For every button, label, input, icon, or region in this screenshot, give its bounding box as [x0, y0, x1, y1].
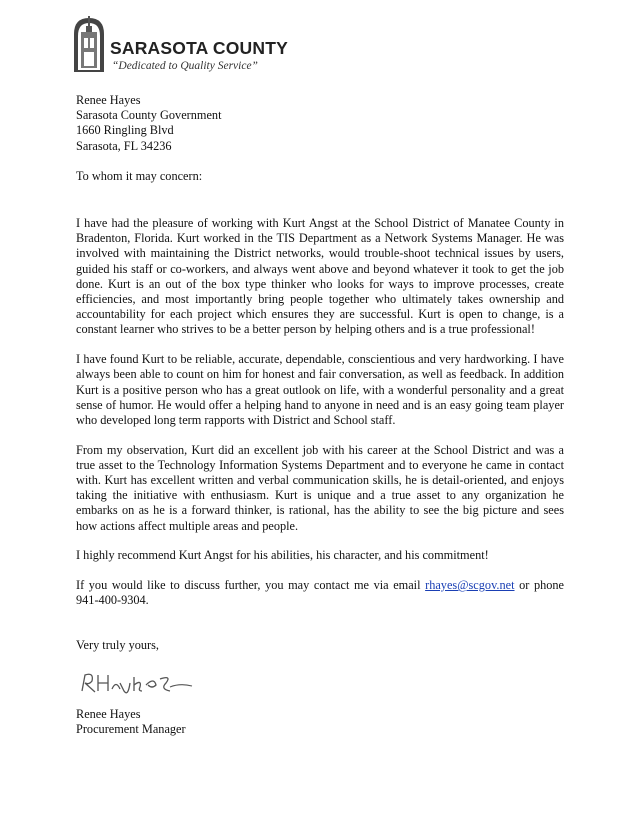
closing: Very truly yours,: [76, 637, 159, 652]
handwritten-signature: [76, 665, 564, 697]
contact-paragraph: [76, 578, 564, 608]
sender-street: 1660 Ringling Blvd: [76, 123, 174, 138]
contact-text-before: If you would like to discuss further, you may contact me via email: [76, 578, 426, 593]
body-paragraph-4: I highly recommend Kurt Angst for his abilities, his character, and his commitment!: [76, 548, 489, 563]
letter-body: [76, 93, 564, 738]
sender-name: Renee Hayes: [76, 93, 141, 107]
org-tagline: “Dedicated to Quality Service”: [112, 60, 258, 72]
body-paragraph-3: From my observation, Kurt did an excellent job with his career at the School District and was a true asset to the Technology Information Systems Department and to everyone he came in contact with. Kurt has excellent written and verbal communication skills, he is detail-oriented, and enjoys taking the initiative with enthusiasm. Kurt is unique and a true asset to any organization he embarks on as he is a forward thinker, is rational, has the ability to see the big picture and sees how actions affect multiple areas and people.: [76, 442, 564, 533]
sender-org: Sarasota County Government: [76, 108, 222, 123]
sender-city: Sarasota, FL 34236: [76, 138, 172, 153]
sender-address: [76, 93, 564, 154]
salutation: To whom it may concern:: [76, 168, 203, 183]
county-seal-logo: [72, 14, 106, 72]
signer-name: Renee Hayes: [76, 707, 141, 722]
contact-text-after: or phone 941-400-9304.: [76, 578, 564, 608]
signer-title: Procurement Manager: [76, 722, 186, 737]
body-paragraph-2: I have found Kurt to be reliable, accurate, dependable, conscientious and very hardworking. I have always been able to count on him for honest and fair conversation, as well as feedback. In addition Kurt is a positive person who has a great outlook on life, with a wonderful personality and a great sense of humor. He would offer a helping hand to anyone in need and is an easy going team player who developed long term rapports with District and School staff.: [76, 352, 564, 427]
email-link[interactable]: rhayes@scgov.net: [425, 578, 515, 593]
body-paragraph-1: I have had the pleasure of working with Kurt Angst at the School District of Manatee County in Bradenton, Florida. Kurt worked in the TIS Department as a Network Systems Manager. He was involved with maintaining the District networks, would trouble-shoot technical issues by users, guided his staff or co-workers, and always went above and beyond whatever it took to get the job done. Kurt is an out of the box type thinker who looks for ways to improve processes, create efficiencies, and most importantly bring people together who ultimately takes ownership and accountability for each project which ensures they are successful. Kurt is open to change, is a constant learner who strives to be a better person by helping others and is a true professional!: [76, 216, 564, 337]
letterhead: [72, 14, 332, 74]
org-name: SARASOTA COUNTY: [110, 38, 288, 58]
